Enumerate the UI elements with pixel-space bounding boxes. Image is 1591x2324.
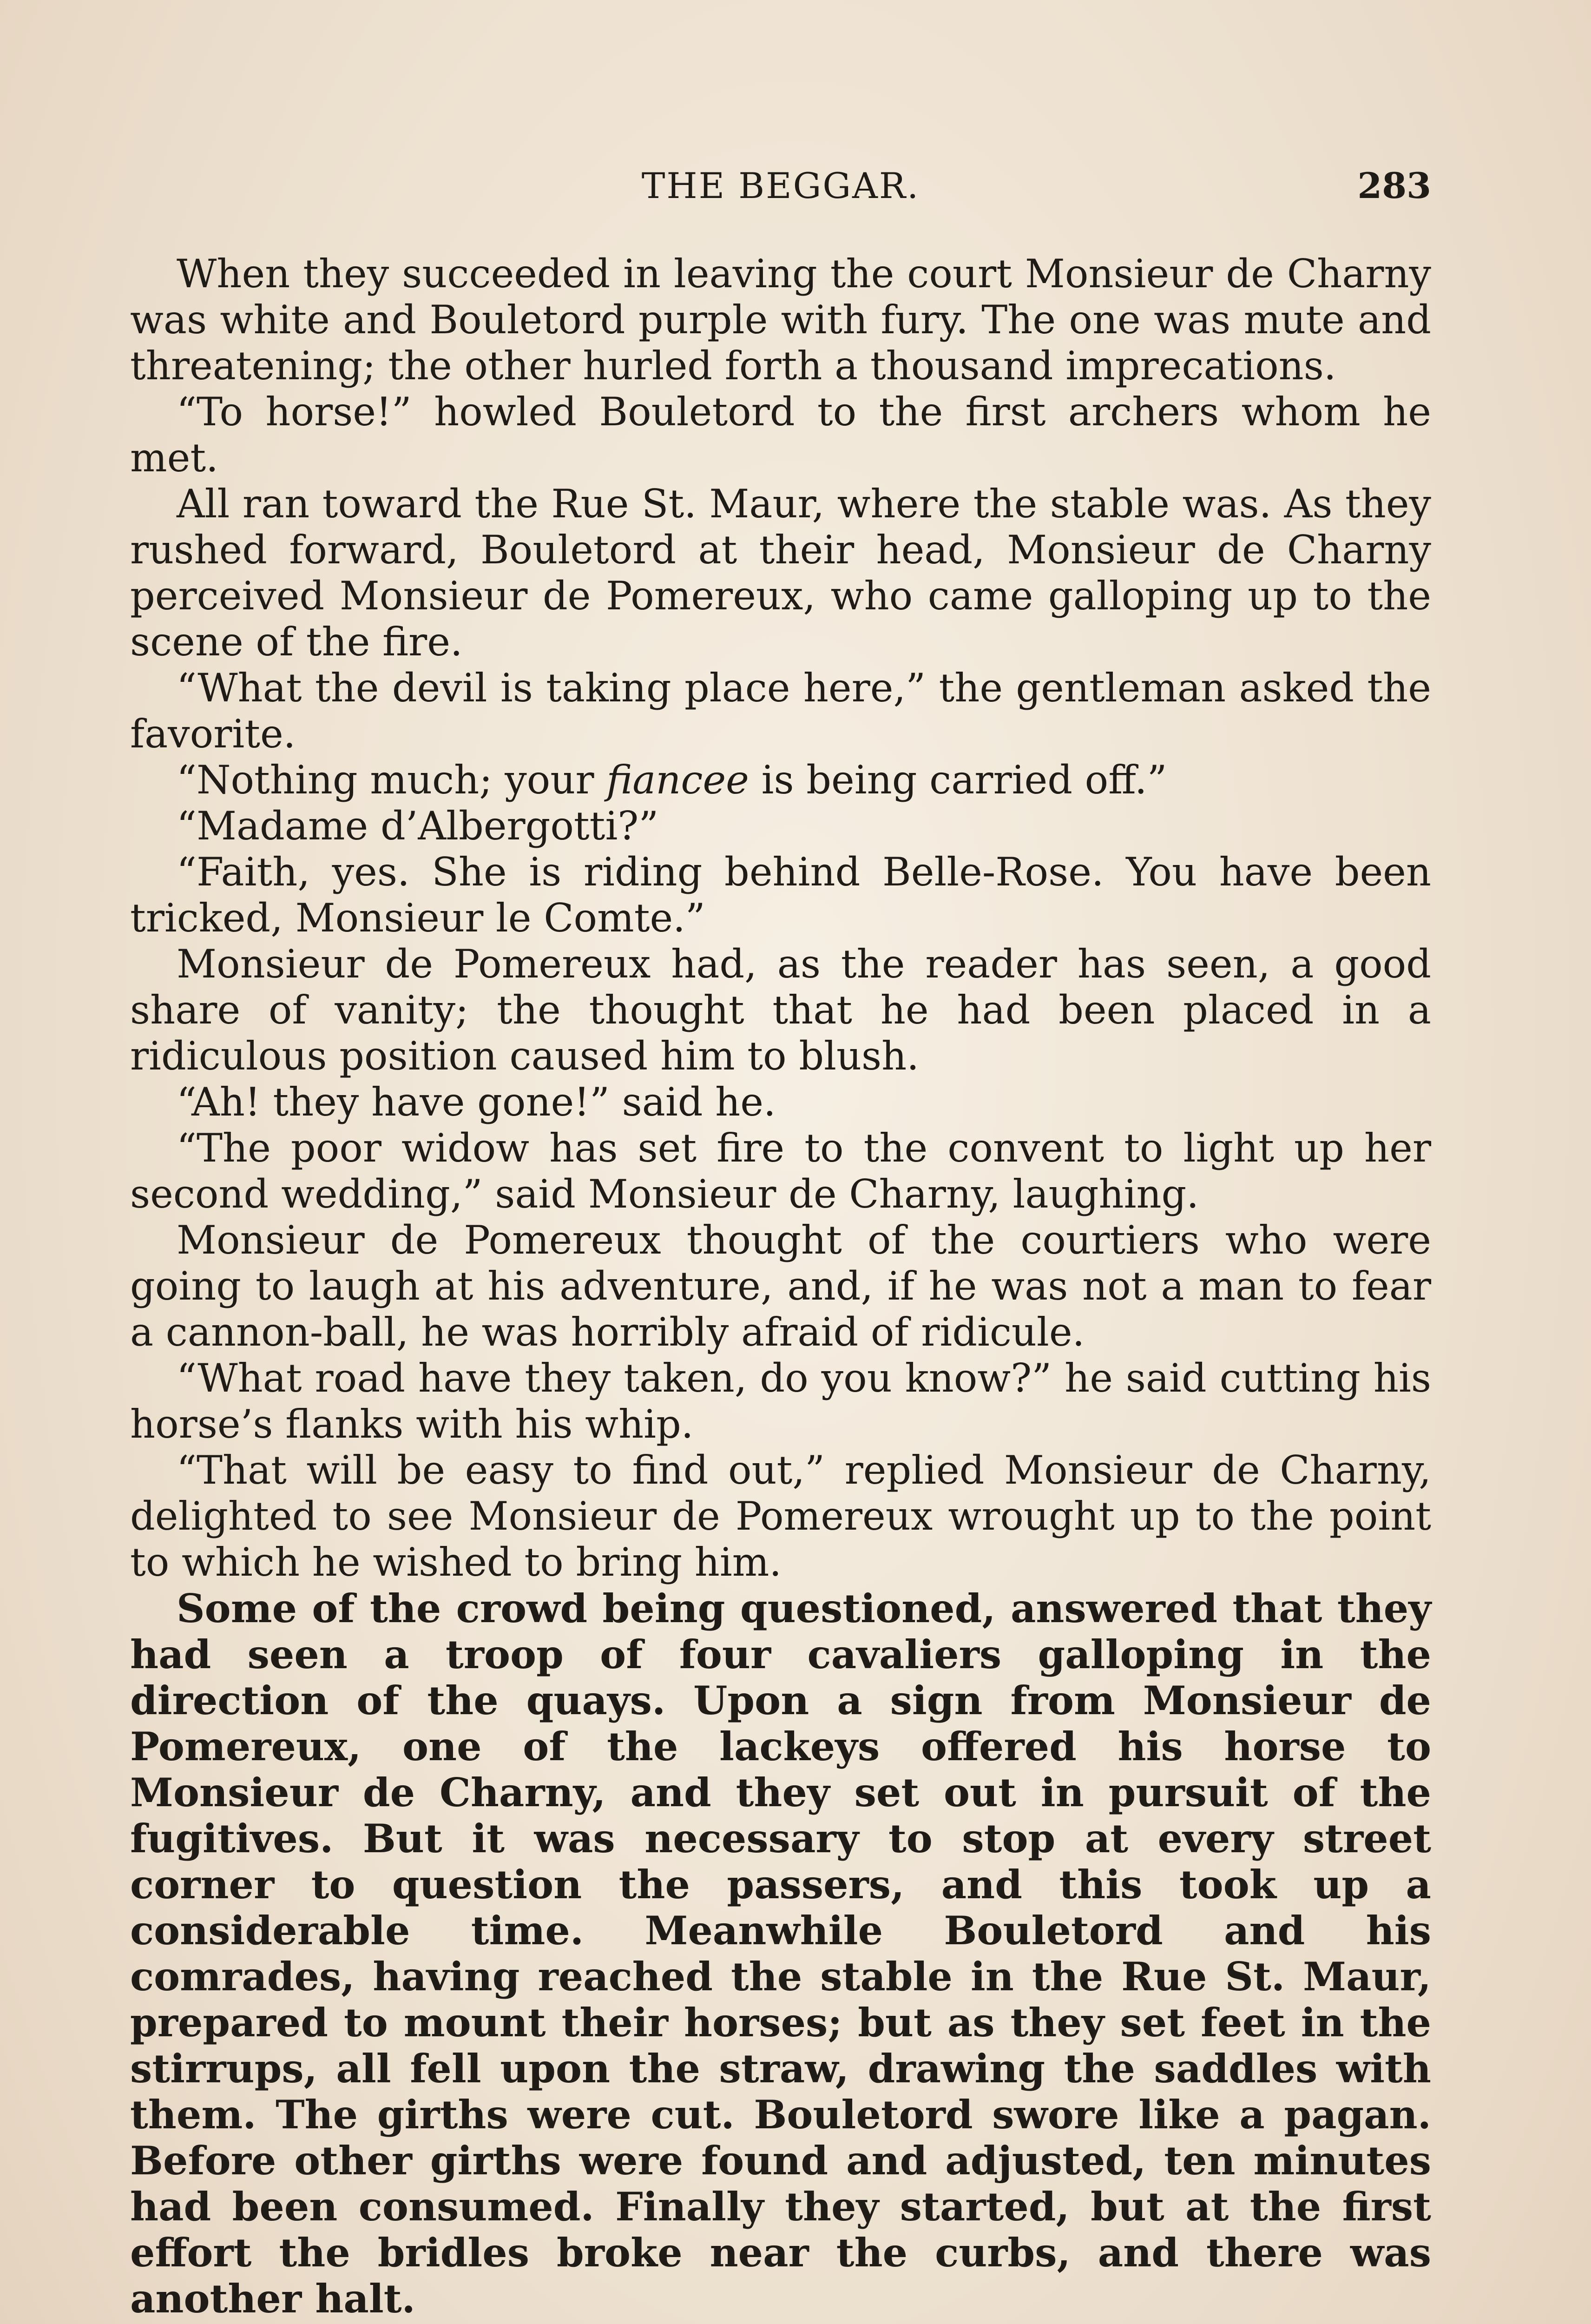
paragraph: “That will be easy to find out,” replied Monsieur de Charny, delighted to see Monsieur de Pomereux wrought up to the point to which he wished to bring him. <box>130 1447 1431 1585</box>
paragraph: “What the devil is taking place here,” the gentleman asked the favorite. <box>130 665 1431 757</box>
paragraph: “To horse!” howled Bouletord to the first archers whom he met. <box>130 389 1431 481</box>
running-head <box>130 165 1431 216</box>
page-number: 283 <box>1357 165 1431 206</box>
paragraph: When they succeeded in leaving the court Monsieur de Charny was white and Bouletord purple with fury. The one was mute and threatening; the other hurled forth a thousand imprecations. <box>130 251 1431 389</box>
body-text <box>130 251 1431 2322</box>
paragraph: Monsieur de Pomereux had, as the reader has seen, a good share of vanity; the thought that he had been placed in a ridiculous position caused him to blush. <box>130 941 1431 1079</box>
paragraph: Some of the crowd being questioned, answered that they had seen a troop of four cavaliers galloping in the direction of the quays. Upon a sign from Monsieur de Pomereux, one of the lackeys offered his horse to Monsieur de Charny, and they set out in pursuit of the fugitives. But it was necessary to stop at every street corner to question the passers, and this took up a considerable time. Meanwhile Bouletord and his comrades, having reached the stable in the Rue St. Maur, prepared to mount their horses; but as they set feet in the stirrups, all fell upon the straw, drawing the saddles with them. The girths were cut. Bouletord swore like a pagan. Before other girths were found and adjusted, ten minutes had been consumed. Finally they started, but at the first effort the bridles broke near the curbs, and there was another halt. <box>130 1585 1431 2322</box>
paragraph: “The poor widow has set fire to the convent to light up her second wedding,” said Monsieur de Charny, laughing. <box>130 1125 1431 1217</box>
paragraph: All ran toward the Rue St. Maur, where the stable was. As they rushed forward, Bouletord at their head, Monsieur de Charny perceived Monsieur de Pomereux, who came galloping up to the scene of the fire. <box>130 481 1431 665</box>
italic-word: fiancee <box>606 757 749 803</box>
paragraph: “Madame d’Albergotti?” <box>177 803 659 849</box>
text-run: is being carried off.” <box>749 757 1167 803</box>
running-title: THE BEGGAR. <box>641 165 920 206</box>
paragraph: Monsieur de Pomereux thought of the courtiers who were going to laugh at his adventure, and, if he was not a man to fear a cannon-ball, he was horribly afraid of ridicule. <box>130 1217 1431 1355</box>
paragraph: “What road have they taken, do you know?” he said cutting his horse’s flanks with his whip. <box>130 1355 1431 1447</box>
paragraph: “Ah! they have gone!” said he. <box>177 1079 776 1125</box>
text-run: “Nothing much; your <box>177 757 607 803</box>
paragraph: “Faith, yes. She is riding behind Belle-Rose. You have been tricked, Monsieur le Comte.” <box>130 849 1431 941</box>
paragraph <box>130 757 1431 803</box>
